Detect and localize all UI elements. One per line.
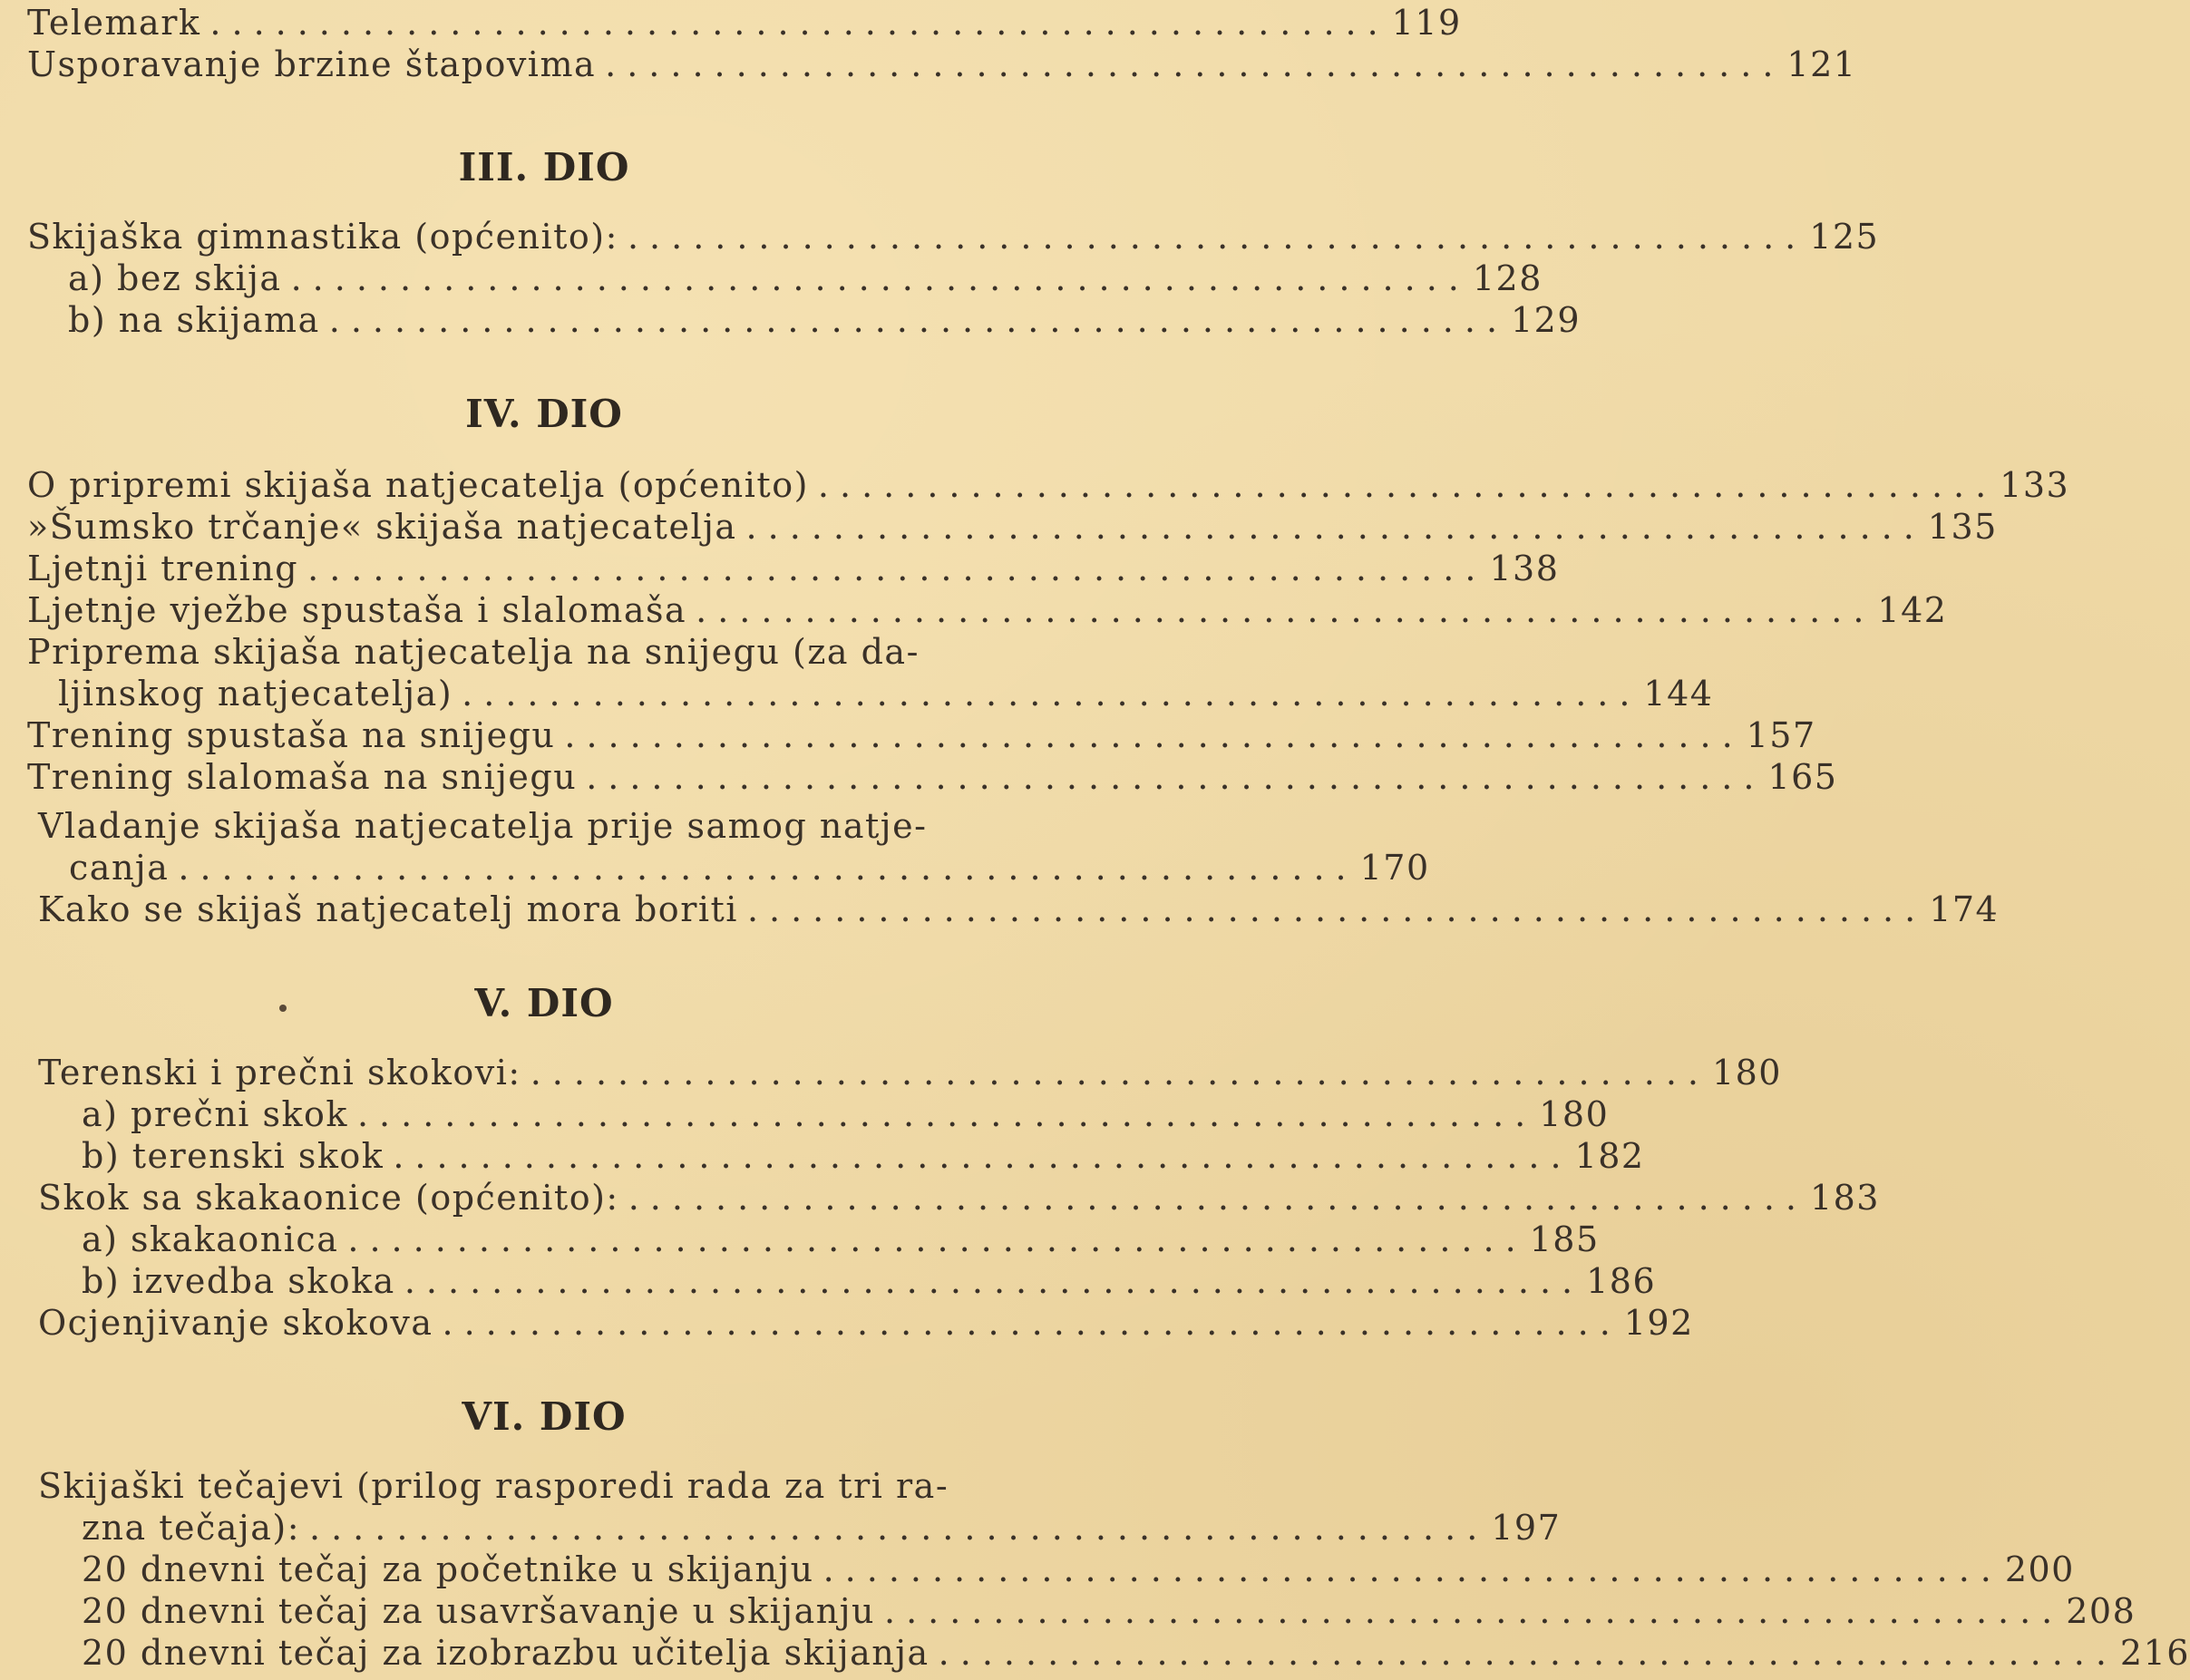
toc-entry-title: 20 dnevni tečaj za usavršavanje u skijanju <box>82 1591 875 1631</box>
toc-entry-title: a) bez skija <box>68 258 282 298</box>
toc-entry-page: 133 <box>2000 465 2070 505</box>
leader-dots: ...................................................... <box>628 1178 1807 1218</box>
leader-dots: ...................................................... <box>817 465 1998 505</box>
toc-entry-first-line <box>38 805 1061 847</box>
toc-entry <box>27 756 1838 798</box>
toc-entry-title: Ljetnji trening <box>27 549 299 588</box>
toc-entry <box>82 1590 2136 1632</box>
leader-dots: ...................................................... <box>745 507 1925 547</box>
toc-entry-title: 20 dnevni tečaj za početnike u skijanju <box>82 1549 814 1589</box>
leader-dots: ...................................................... <box>347 1219 1527 1259</box>
toc-entry-title: Kako se skijaš natjecatelj mora boriti <box>38 889 738 929</box>
toc-entry <box>38 1177 1880 1219</box>
toc-entry-page: 186 <box>1586 1261 1657 1301</box>
leader-dots: ...................................................... <box>356 1094 1537 1134</box>
section-heading: IV. DIO <box>465 392 623 436</box>
leader-dots: ...................................................... <box>627 217 1807 257</box>
leader-dots: ...................................................... <box>564 715 1744 755</box>
toc-entry-first-line <box>27 631 1061 673</box>
leader-dots: ...................................................... <box>290 258 1470 298</box>
toc-entry-title: a) skakaonica <box>82 1219 339 1259</box>
toc-entry <box>82 1549 2075 1590</box>
toc-entry-page: 142 <box>1877 590 1948 630</box>
toc-entry-page: 180 <box>1711 1053 1782 1092</box>
toc-entry <box>27 464 2070 506</box>
toc-entry-title-cont: zna tečaja): <box>82 1508 300 1548</box>
toc-entry <box>38 1052 1782 1093</box>
toc-entry-title: Priprema skijaša natjecatelja na snijegu (za da- <box>27 632 920 672</box>
toc-entry-page: 183 <box>1809 1178 1880 1218</box>
toc-entry <box>27 216 1880 257</box>
toc-entry-page: 216 <box>2119 1633 2190 1673</box>
toc-entry-page: 138 <box>1489 549 1560 588</box>
leader-dots: ...................................................... <box>442 1303 1621 1343</box>
leader-dots: ...................................................... <box>746 889 1927 929</box>
ink-spot <box>279 1005 287 1012</box>
toc-entry <box>82 1507 1562 1549</box>
toc-entry-page: 129 <box>1511 300 1582 340</box>
toc-entry-page: 165 <box>1767 757 1838 797</box>
toc-entry-page: 192 <box>1623 1303 1694 1343</box>
toc-entry <box>82 1632 2190 1674</box>
toc-entry <box>68 299 1582 341</box>
toc-entry-page: 208 <box>2066 1591 2136 1631</box>
toc-entry-page: 128 <box>1472 258 1543 298</box>
toc-entry <box>58 673 1714 714</box>
toc-entry <box>27 506 1998 548</box>
toc-entry-title: a) prečni skok <box>82 1094 348 1134</box>
toc-entry-page: 157 <box>1746 715 1816 755</box>
toc-entry-title: 20 dnevni tečaj za izobrazbu učitelja skijanja <box>82 1633 930 1673</box>
toc-entry <box>27 589 1948 631</box>
toc-entry-title: b) terenski skok <box>82 1136 384 1176</box>
toc-entry <box>27 548 1560 589</box>
toc-entry-page: 174 <box>1929 889 2000 929</box>
leader-dots: ...................................................... <box>822 1549 2002 1589</box>
toc-entry-page: 200 <box>2004 1549 2075 1589</box>
toc-entry <box>68 257 1543 299</box>
toc-entry-page: 180 <box>1539 1094 1610 1134</box>
leader-dots: ...................................................... <box>938 1633 2117 1673</box>
toc-entry-page: 135 <box>1927 507 1998 547</box>
toc-entry-title: Trening slalomaša na snijegu <box>27 757 578 797</box>
leader-dots: ...................................................... <box>883 1591 2064 1631</box>
toc-entry-title: Skijaška gimnastika (općenito): <box>27 217 618 257</box>
leader-dots: ...................................................... <box>309 1508 1489 1548</box>
leader-dots: ...................................................... <box>178 848 1358 888</box>
toc-entry-title-cont: canja <box>69 848 170 888</box>
section-heading: VI. DIO <box>462 1394 627 1439</box>
leader-dots: ...................................................... <box>209 3 1389 43</box>
toc-entry-title: Usporavanje brzine štapovima <box>27 44 597 84</box>
leader-dots: ...................................................... <box>605 44 1785 84</box>
toc-entry-first-line <box>38 1465 1061 1507</box>
leader-dots: ...................................................... <box>404 1261 1584 1301</box>
toc-entry-title: Ljetnje vježbe spustaša i slalomaša <box>27 590 687 630</box>
toc-entry-page: 197 <box>1491 1508 1562 1548</box>
toc-entry-page: 182 <box>1574 1136 1645 1176</box>
toc-entry-title: »Šumsko trčanje« skijaša natjecatelja <box>27 507 737 547</box>
toc-entry-title: Ocjenjivanje skokova <box>38 1303 433 1343</box>
toc-entry-title-cont: ljinskog natjecatelja) <box>58 674 453 714</box>
toc-entry-title: Trening spustaša na snijegu <box>27 715 556 755</box>
toc-entry <box>38 889 2000 930</box>
toc-entry <box>82 1135 1645 1177</box>
section-heading: III. DIO <box>458 145 630 189</box>
toc-entry-page: 125 <box>1809 217 1880 257</box>
toc-entry-page: 119 <box>1391 3 1462 43</box>
toc-entry <box>27 714 1816 756</box>
toc-entry-page: 121 <box>1786 44 1857 84</box>
leader-dots: ...................................................... <box>530 1053 1709 1092</box>
toc-entry-title: Skok sa skakaonice (općenito): <box>38 1178 619 1218</box>
toc-entry-title: O pripremi skijaša natjecatelja (općenito) <box>27 465 809 505</box>
toc-entry-title: Terenski i prečni skokovi: <box>38 1053 521 1092</box>
toc-entry-title: b) na skijama <box>68 300 320 340</box>
toc-entry-title: Telemark <box>27 3 201 43</box>
toc-entry <box>27 44 1857 85</box>
leader-dots: ...................................................... <box>696 590 1875 630</box>
toc-entry <box>82 1093 1610 1135</box>
toc-entry <box>38 1302 1694 1344</box>
toc-entry <box>69 847 1430 889</box>
leader-dots: ...................................................... <box>328 300 1509 340</box>
toc-entry <box>82 1260 1657 1302</box>
section-heading: V. DIO <box>474 981 614 1025</box>
leader-dots: ...................................................... <box>393 1136 1572 1176</box>
toc-entry-title: Skijaški tečajevi (prilog rasporedi rada za tri ra- <box>38 1466 949 1506</box>
toc-entry <box>27 2 1462 44</box>
toc-entry-page: 185 <box>1529 1219 1600 1259</box>
leader-dots: ...................................................... <box>307 549 1487 588</box>
leader-dots: ...................................................... <box>462 674 1641 714</box>
leader-dots: ...................................................... <box>586 757 1766 797</box>
toc-entry-page: 144 <box>1643 674 1714 714</box>
toc-entry-title: Vladanje skijaša natjecatelja prije samog natje- <box>38 806 928 846</box>
toc-entry-page: 170 <box>1359 848 1430 888</box>
toc-entry-title: b) izvedba skoka <box>82 1261 395 1301</box>
toc-entry <box>82 1219 1600 1260</box>
